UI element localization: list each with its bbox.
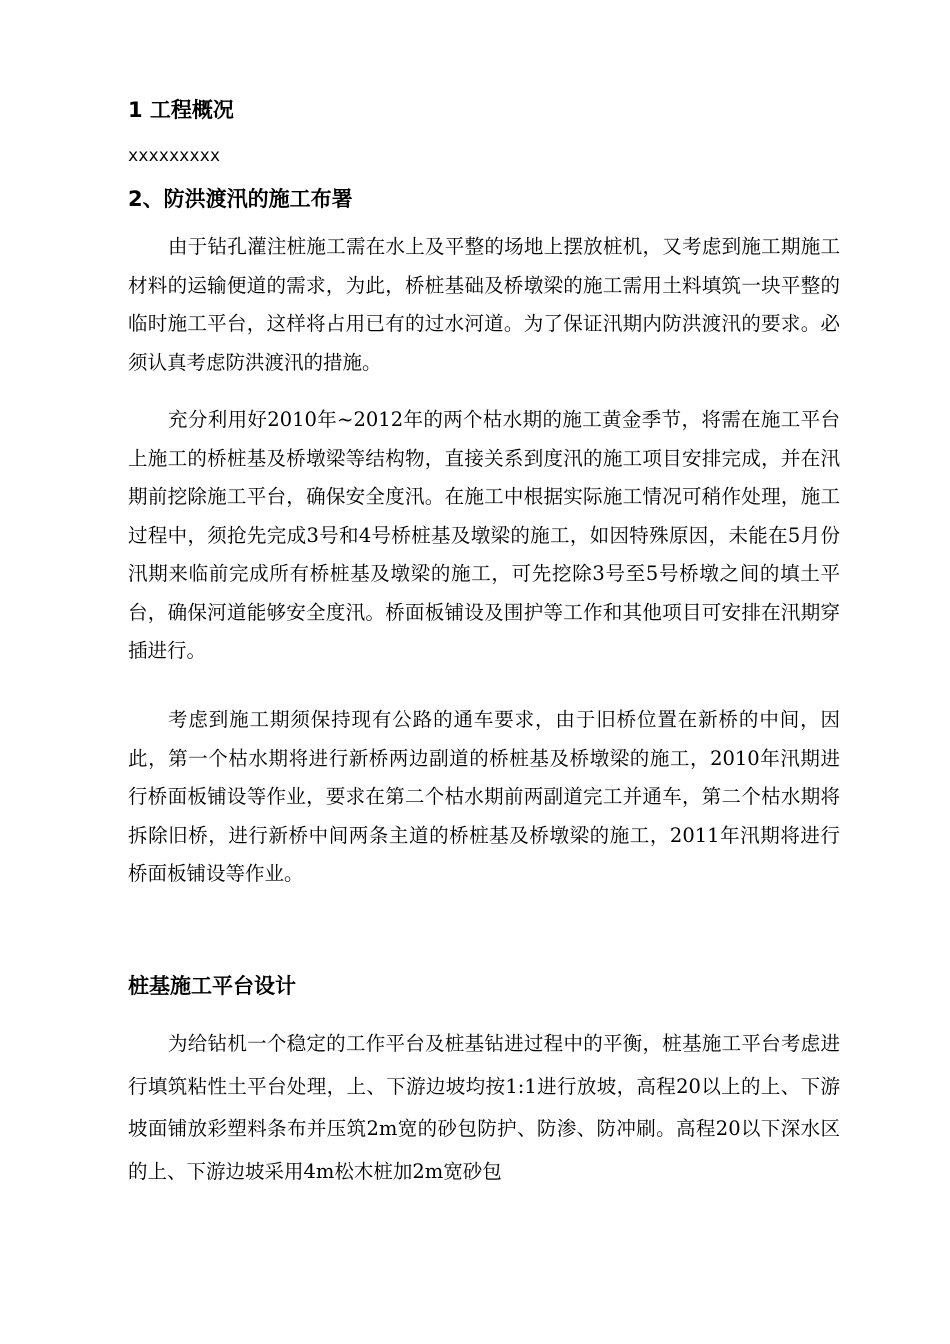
body-paragraph: 充分利用好2010年~2012年的两个枯水期的施工黄金季节，将需在施工平台上施工的桥桩基及桥墩梁等结构物，直接关系到度汛的施工项目安排完成，并在汛期前挖除施工平台，确保安全度汛。在施工中根据实际施工情况可稍作处理，施工过程中，须抢先完成3号和4号桥桩基及墩梁的施工，如因特殊原因，未能在5月份汛期来临前完成所有桥桩基及墩梁的施工，可先挖除3号至5号桥墩之间的填土平台，确保河道能够安全度汛。桥面板铺设及围护等工作和其他项目可安排在汛期穿插进行。: [128, 408, 840, 662]
body-paragraph: 考虑到施工期须保持现有公路的通车要求，由于旧桥位置在新桥的中间，因此，第一个枯水期将进行新桥两边副道的桥桩基及桥墩梁的施工，2010年汛期进行桥面板铺设等作业，要求在第二个枯水期前两副道完工并通车，第二个枯水期将拆除旧桥，进行新桥中间两条主道的桥桩基及桥墩梁的施工，2011年汛期将进行桥面板铺设等作业。: [128, 708, 840, 885]
placeholder-text: xxxxxxxxx: [128, 146, 221, 166]
section-heading-project-overview: 1 工程概况: [128, 98, 234, 122]
section-heading-flood-control: 2、防洪渡汛的施工布署: [128, 187, 353, 211]
section-heading-platform-design: 桩基施工平台设计: [128, 974, 296, 998]
body-paragraph: 为给钻机一个稳定的工作平台及桩基钻进过程中的平衡，桩基施工平台考虑进行填筑粘性土平台处理，上、下游边坡均按1:1进行放坡，高程20以上的上、下游坡面铺放彩塑料条布并压筑2m宽的砂包防护、防渗、防冲刷。高程20以下深水区的上、下游边坡采用4m松木桩加2m宽砂包: [128, 1032, 840, 1183]
body-paragraph: 由于钻孔灌注桩施工需在水上及平整的场地上摆放桩机，又考虑到施工期施工材料的运输便道的需求，为此，桥桩基础及桥墩梁的施工需用土料填筑一块平整的临时施工平台，这样将占用已有的过水河道。为了保证汛期内防洪渡汛的要求。必须认真考虑防洪渡汛的措施。: [128, 235, 840, 374]
